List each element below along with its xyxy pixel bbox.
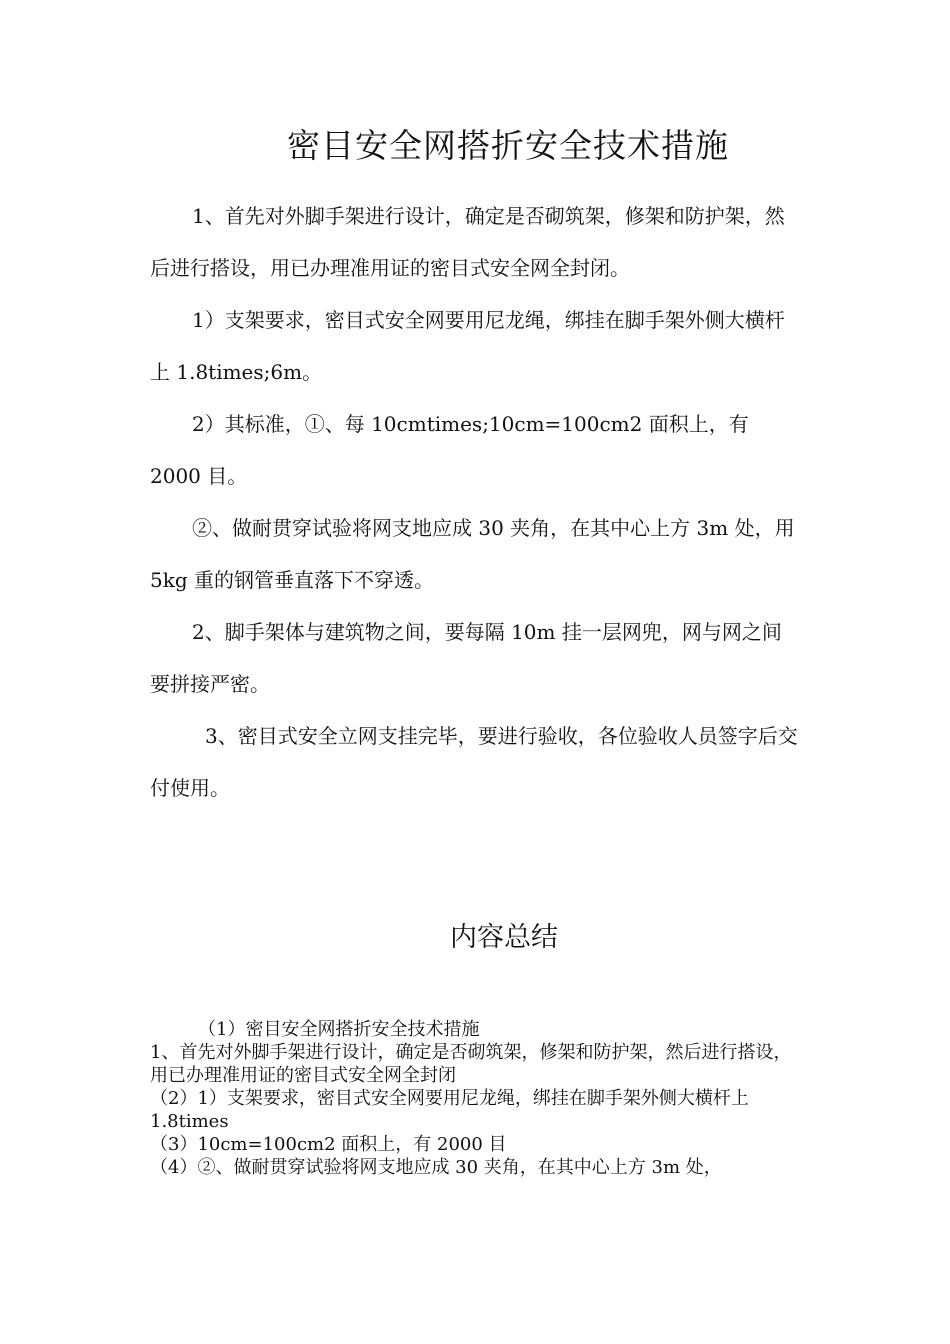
summary-line-2: 1、首先对外脚手架进行设计，确定是否砌筑架，修架和防护架，然后进行搭设，用已办理准用证的密目式安全网全封闭: [150, 1042, 792, 1086]
summary-line-4: （3）10cm=100cm2 面积上，有 2000 目: [150, 1134, 507, 1155]
paragraph-1: 1、首先对外脚手架进行设计，确定是否砌筑架，修架和防护架，然后进行搭设，用已办理准用证的密目式安全网全封闭。: [150, 204, 785, 280]
summary-title: 内容总结: [450, 922, 558, 953]
summary-line-3: （2）1）支架要求，密目式安全网要用尼龙绳，绑挂在脚手架外侧大横杆上 1.8times: [150, 1088, 749, 1132]
paragraph-5: 2、脚手架体与建筑物之间，要每隔 10m 挂一层网兜，网与网之间要拼接严密。: [150, 620, 782, 696]
summary-line-5: （4）②、做耐贯穿试验将网支地应成 30 夹角，在其中心上方 3m 处，: [150, 1157, 722, 1178]
paragraph-4: ②、做耐贯穿试验将网支地应成 30 夹角，在其中心上方 3m 处，用 5kg 重的钢管垂直落下不穿透。: [150, 516, 795, 592]
document-body: [150, 190, 800, 814]
paragraph-6: 3、密目式安全立网支挂完毕，要进行验收，各位验收人员签字后交付使用。: [150, 724, 798, 800]
paragraph-3: 2）其标准，①、每 10cmtimes;10cm=100cm2 面积上，有 2000 目。: [150, 412, 749, 488]
summary-line-1: （1）密目安全网搭折安全技术措施: [198, 1019, 480, 1040]
document-title: 密目安全网搭折安全技术措施: [287, 126, 729, 165]
paragraph-2: 1）支架要求，密目式安全网要用尼龙绳，绑挂在脚手架外侧大横杆上 1.8times;6m。: [150, 308, 785, 384]
summary-section: [150, 1018, 800, 1179]
